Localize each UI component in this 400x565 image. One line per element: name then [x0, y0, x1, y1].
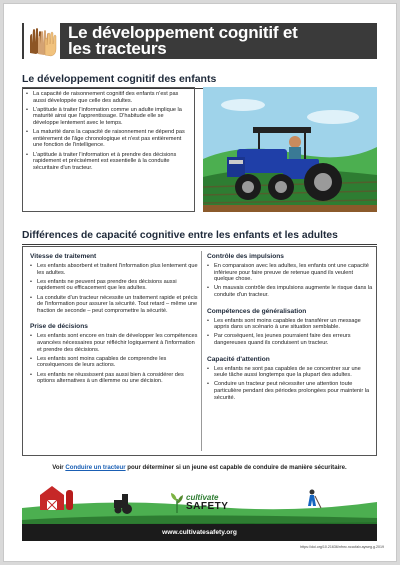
- section-title-cognitive-development: Le développement cognitif des enfants: [22, 73, 377, 89]
- bullet-list: [207, 366, 373, 402]
- list-item: • Les enfants ne peuvent pas prendre des décisions aussi rapidement ou efficacement que les adultes.: [30, 279, 200, 292]
- farmer-icon: [308, 490, 321, 509]
- title-line-2: les tracteurs: [68, 39, 167, 58]
- list-item: • Conduire un tracteur peut nécessiter une attention toute particulière pendant des périodes prolongées pour maintenir la sécurité.: [207, 381, 373, 401]
- bullet-list: [207, 318, 373, 347]
- header-banner: [22, 23, 377, 59]
- page-title: [68, 25, 298, 57]
- column-divider: [201, 251, 202, 451]
- see-suffix: pour déterminer si un jeune est capable de conduire de manière sécuritaire.: [125, 464, 347, 471]
- hands-logo-icon: [24, 23, 60, 59]
- list-item: • Les enfants sont moins capables de transférer un message appris dans un scénario à une situation semblable.: [207, 318, 373, 331]
- list-item: • Les enfants absorbent et traitent l'information plus lentement que les adultes.: [30, 263, 200, 276]
- subheading-attention-capacity: Capacité d'attention: [207, 355, 270, 363]
- list-item: • Les enfants ne réussissent pas aussi bien à considérer des options alternatives à un dilemme ou une décision.: [30, 372, 200, 385]
- left-column: [30, 250, 200, 387]
- list-item: • La conduite d'un tracteur nécessite un traitement rapide et précis de l'information pour assurer la sécurité. Tout retard – même une fraction de seconde – peut compromettre la sécurité.: [30, 295, 200, 315]
- title-line-1: Le développement cognitif et: [68, 23, 298, 42]
- list-item: • Un mauvais contrôle des impulsions augmente le risque dans la conduite d'un tracteur.: [207, 285, 373, 298]
- cognitive-development-box: [22, 87, 195, 212]
- bullet-list: [26, 91, 190, 171]
- list-item: • Les enfants sont moins capables de comprendre les conséquences de leurs actions.: [30, 356, 200, 369]
- list-item: • Par conséquent, les jeunes pourraient faire des erreurs dangereuses quand ils conduisent un tracteur.: [207, 333, 373, 346]
- bullet-list: [207, 263, 373, 299]
- see-prefix: Voir: [52, 464, 66, 471]
- list-item: • Les enfants sont encore en train de développer les compétences avancées nécessaires pour réfléchir logiquement à l'information et prendre des décisions.: [30, 333, 200, 353]
- subheading-generalization-skills: Compétences de généralisation: [207, 307, 307, 315]
- bullet-list: [30, 333, 200, 384]
- list-item: • En comparaison avec les adultes, les enfants ont une capacité inférieure pour faire preuve de retenue quand ils veulent quelque chose.: [207, 263, 373, 283]
- leaf-logo-icon: [170, 491, 184, 513]
- doi-reference: https://doi.org/10.21636/nfnrc.ncccfalv.ayweg.g.2019: [300, 545, 384, 549]
- subheading-impulse-control: Contrôle des impulsions: [207, 253, 284, 260]
- cognitive-differences-box: [22, 246, 377, 456]
- section-title-cognitive-differences: Différences de capacité cognitive entre les enfants et les adultes: [22, 230, 377, 245]
- tractor-illustration: [203, 87, 377, 212]
- logo-word-safety: SAFETY: [186, 501, 229, 512]
- cultivate-safety-logo: [170, 488, 234, 516]
- list-item: • La capacité de raisonnement cognitif des enfants n'est pas aussi développée que celle des adultes.: [26, 91, 190, 104]
- see-also-note: [22, 464, 377, 471]
- subheading-processing-speed: Vitesse de traitement: [30, 253, 97, 260]
- right-column: [207, 250, 373, 404]
- list-item: • L'aptitude à traiter l'information comme un adulte implique la maturité ainsi que l'apprentissage. D'habitude elle se développe lentement avec le temps.: [26, 107, 190, 127]
- bullet-list: [30, 263, 200, 314]
- driving-tractor-link[interactable]: Conduire un tracteur: [65, 464, 126, 471]
- website-url[interactable]: www.cultivatesafety.org: [162, 529, 237, 536]
- list-item: • Les enfants ne sont pas capables de se concentrer sur une seule tâche aussi longtemps que la plupart des adultes.: [207, 366, 373, 379]
- subheading-decision-making: Prise de décisions: [30, 323, 88, 331]
- list-item: • La maturité dans la capacité de raisonnement ne dépend pas entièrement de l'âge chronologique et n'est pas entièrement une fonction de l'intelligence.: [26, 129, 190, 149]
- barn-icon: [40, 486, 73, 510]
- logo-word-cultivate: cultivate: [186, 493, 219, 502]
- list-item: • L'aptitude à traiter l'information et à prendre des décisions rapidement et précisément est essentielle à la conduite sécuritaire d'un tracteur.: [26, 152, 190, 172]
